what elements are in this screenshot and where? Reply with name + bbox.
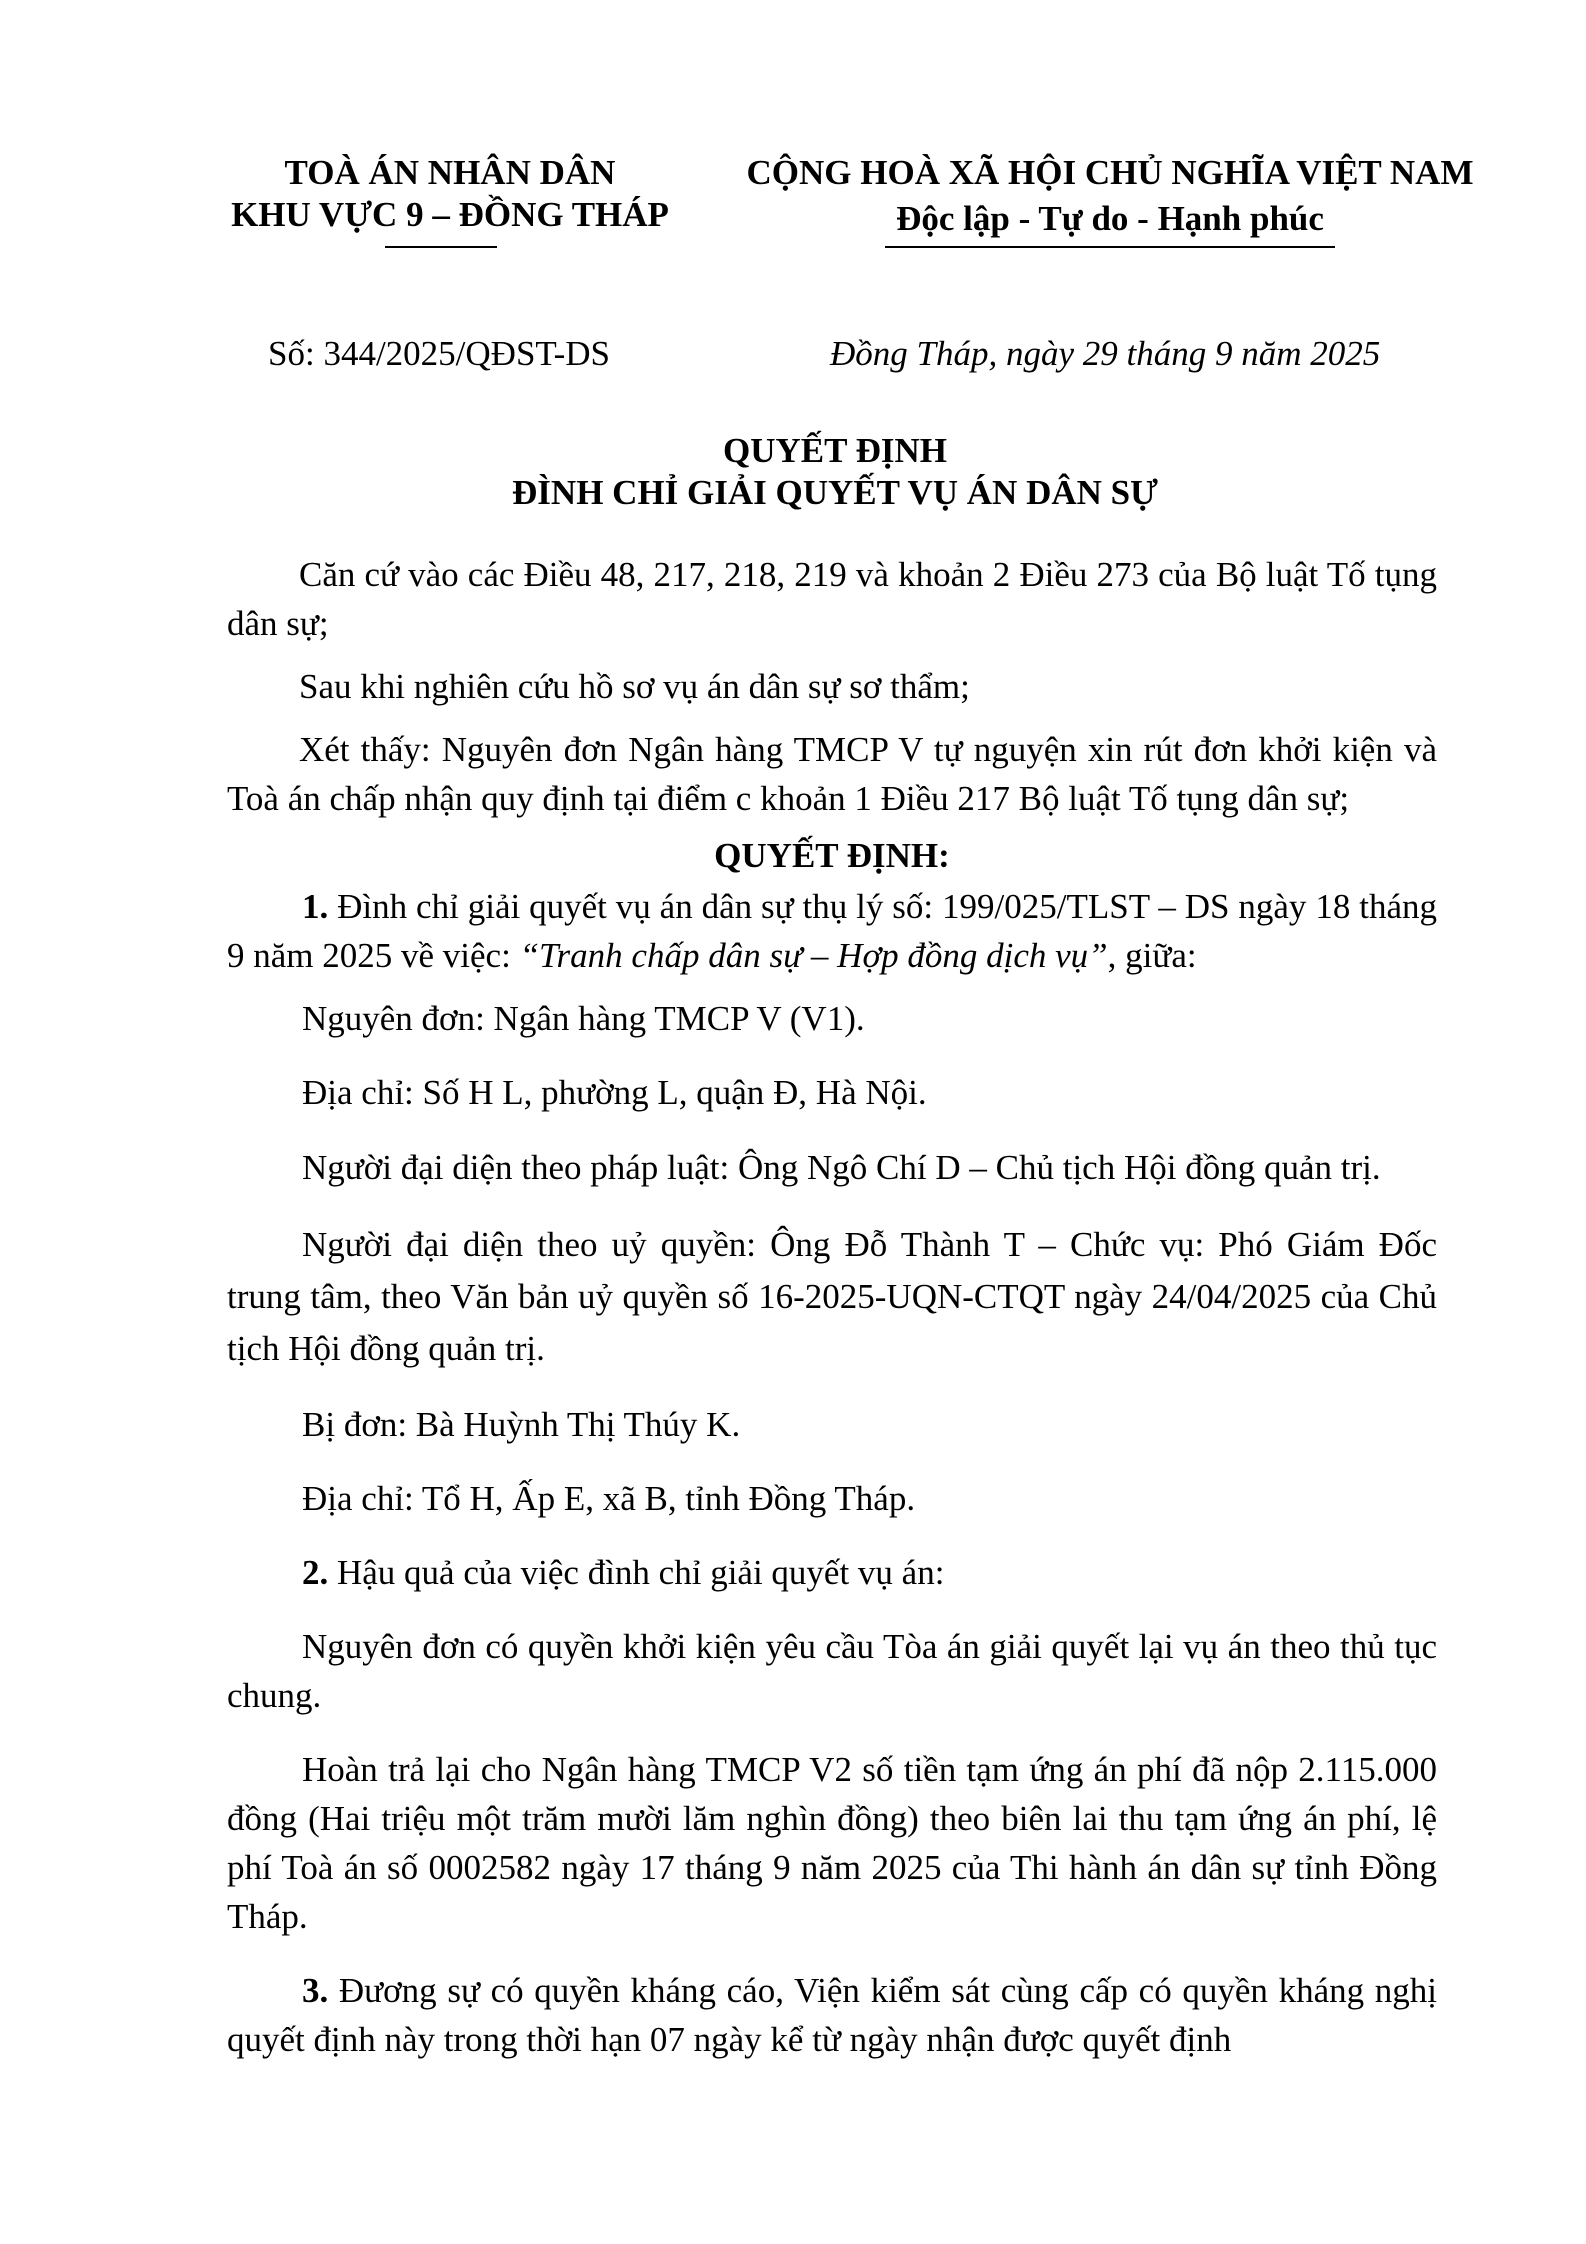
- item-1-text-end: , giữa:: [1107, 936, 1197, 975]
- consequence-refund: Hoàn trả lại cho Ngân hàng TMCP V2 số tiền tạm ứng án phí đã nộp 2.115.000 đồng (Hai triệu một trăm mười lăm nghìn đồng) theo biên lai thu tạm ứng án phí, lệ phí Toà án số 0002582 ngày 17 tháng 9 năm 2025 của Thi hành án dân sự tỉnh Đồng Tháp.: [227, 1750, 1437, 1936]
- item-1-text: Đình chỉ giải quyết vụ án dân sự thụ lý số: 199/025/TLST – DS ngày 18 tháng 9 năm 2025 về việc:: [227, 887, 1437, 975]
- review-paragraph: Sau khi nghiên cứu hồ sơ vụ án dân sự sơ thẩm;: [299, 667, 970, 706]
- document-number: Số: 344/2025/QĐST-DS: [268, 334, 610, 373]
- document-body: [227, 550, 1437, 2064]
- decision-item-1: [227, 882, 1437, 980]
- defendant-line: Bị đơn: Bà Huỳnh Thị Thúy K.: [302, 1405, 741, 1444]
- item-3-number: 3.: [302, 1971, 329, 2010]
- document-title: QUYẾT ĐỊNH: [723, 431, 947, 470]
- item-1-number: 1.: [302, 887, 329, 926]
- item-2-number: 2.: [302, 1553, 329, 1592]
- country-motto: Độc lập - Tự do - Hạnh phúc: [896, 199, 1324, 238]
- consideration-paragraph: Xét thấy: Nguyên đơn Ngân hàng TMCP V tự nguyện xin rút đơn khởi kiện và Toà án chấp nhận quy định tại điểm c khoản 1 Điều 217 Bộ luật Tố tụng dân sự;: [227, 730, 1437, 818]
- document-subtitle: ĐÌNH CHỈ GIẢI QUYẾT VỤ ÁN DÂN SỰ: [512, 473, 1158, 512]
- item-1-case-type: “Tranh chấp dân sự – Hợp đồng dịch vụ”: [519, 936, 1108, 975]
- item-2-text: Hậu quả của việc đình chỉ giải quyết vụ án:: [328, 1553, 945, 1592]
- decision-item-2: [227, 1548, 1437, 1597]
- decision-item-3: [227, 1966, 1437, 2064]
- legal-representative: Người đại diện theo pháp luật: Ông Ngô Chí D – Chủ tịch Hội đồng quản trị.: [302, 1148, 1381, 1187]
- plaintiff-address: Địa chỉ: Số H L, phường L, quận Đ, Hà Nội.: [302, 1073, 927, 1112]
- court-name-line2: KHU VỰC 9 – ĐỒNG THÁP: [231, 195, 669, 234]
- consequence-refile: Nguyên đơn có quyền khởi kiện yêu cầu Tòa án giải quyết lại vụ án theo thủ tục chung.: [227, 1627, 1437, 1715]
- plaintiff-line: Nguyên đơn: Ngân hàng TMCP V (V1).: [302, 999, 865, 1038]
- legal-basis-paragraph: Căn cứ vào các Điều 48, 217, 218, 219 và khoản 2 Điều 273 của Bộ luật Tố tụng dân sự;: [227, 555, 1437, 643]
- court-underline: [385, 246, 497, 248]
- item-3-text: Đương sự có quyền kháng cáo, Viện kiểm sát cùng cấp có quyền kháng nghị quyết định này trong thời hạn 07 ngày kể từ ngày nhận được quyết định: [227, 1971, 1437, 2059]
- court-name-line1: TOÀ ÁN NHÂN DÂN: [284, 153, 616, 192]
- motto-underline: [885, 246, 1335, 248]
- place-date: Đồng Tháp, ngày 29 tháng 9 năm 2025: [830, 334, 1381, 373]
- defendant-address: Địa chỉ: Tổ H, Ấp E, xã B, tỉnh Đồng Tháp.: [302, 1479, 916, 1518]
- authorized-representative: Người đại diện theo uỷ quyền: Ông Đỗ Thành T – Chức vụ: Phó Giám Đốc trung tâm, theo Văn bản uỷ quyền số 16-2025-UQN-CTQT ngày 24/04/2025 của Chủ tịch Hội đồng quản trị.: [227, 1225, 1437, 1368]
- country-name: CỘNG HOÀ XÃ HỘI CHỦ NGHĨA VIỆT NAM: [746, 153, 1474, 192]
- decision-heading: QUYẾT ĐỊNH:: [714, 836, 950, 875]
